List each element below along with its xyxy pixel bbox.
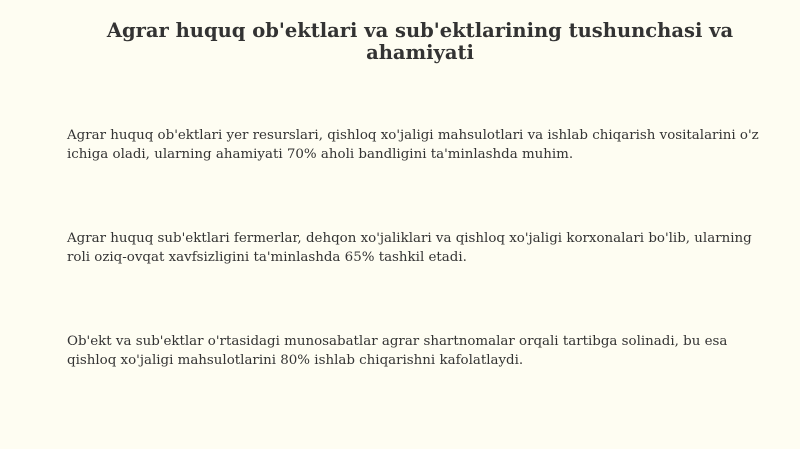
paragraph-objects: Agrar huquq ob'ektlari yer resurslari, qishloq xo'jaligi mahsulotlari va ishlab chiqarish vositalarini o'z ichiga oladi, ularning ahamiyati 70% aholi bandligini ta'minlashda muhim. [67,128,759,162]
slide-title: Agrar huquq ob'ektlari va sub'ektlarining tushunchasi va ahamiyati [106,19,734,64]
paragraph-relations: Ob'ekt va sub'ektlar o'rtasidagi munosabatlar agrar shartnomalar orqali tartibga solinadi, bu esa qishloq xo'jaligi mahsulotlarini 80% ishlab chiqarishni kafolatlaydi. [67,334,728,368]
paragraph-subjects: Agrar huquq sub'ektlari fermerlar, dehqon xo'jaliklari va qishloq xo'jaligi korxonalari bo'lib, ularning roli oziq-ovqat xavfsizligini ta'minlashda 65% tashkil etadi. [67,231,752,265]
